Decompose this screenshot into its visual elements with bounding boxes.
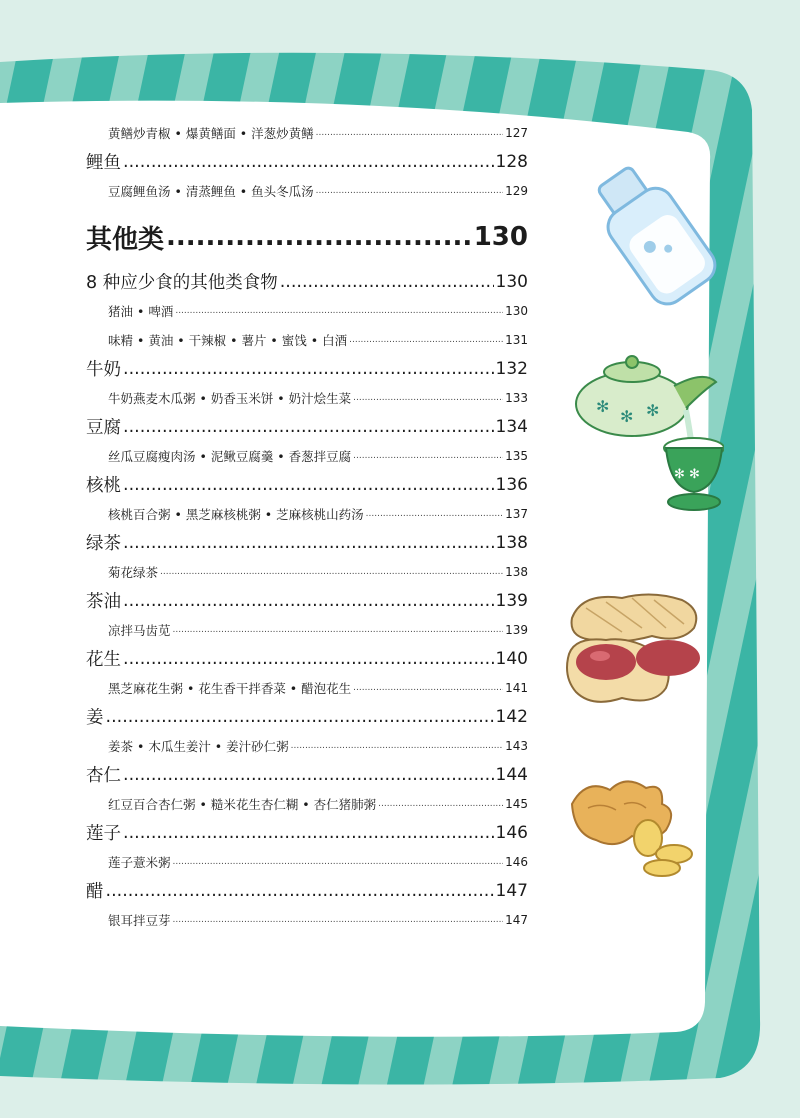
- leader-dots: [123, 591, 494, 611]
- toc-page-number: 140: [495, 648, 528, 669]
- toc-page-number: 129: [505, 183, 528, 198]
- leader-dots: [291, 741, 503, 751]
- leader-dots: [173, 625, 504, 635]
- toc-title: 花生: [86, 650, 121, 670]
- toc-title: 红豆百合杏仁粥 • 糙米花生杏仁糊 • 杏仁猪肺粥: [108, 796, 377, 812]
- leader-dots: [316, 186, 503, 196]
- toc-entry: [86, 412, 528, 441]
- toc-subentry: [86, 789, 528, 818]
- toc-title: 其他类: [86, 224, 165, 255]
- toc-page-number: 133: [505, 390, 528, 405]
- toc-page-number: 132: [495, 358, 528, 379]
- leader-dots: [353, 683, 503, 693]
- toc-title: 凉拌马齿苋: [108, 622, 171, 638]
- toc-page-number: 135: [505, 448, 528, 463]
- toc-title: 莲子: [86, 824, 121, 844]
- toc-subentry: [86, 383, 528, 412]
- toc-title: 豆腐: [86, 418, 121, 438]
- toc-title: 牛奶: [86, 360, 121, 380]
- toc-entry: [86, 760, 528, 789]
- toc-title: 鲤鱼: [86, 153, 121, 173]
- leader-dots: [123, 417, 494, 437]
- toc-entry: [86, 354, 528, 383]
- leader-dots: [123, 649, 494, 669]
- toc-subentry: [86, 118, 528, 147]
- toc-page-number: 130: [473, 222, 528, 252]
- toc-page-number: 137: [505, 506, 528, 521]
- toc-entry: [86, 702, 528, 731]
- leader-dots: [173, 857, 504, 867]
- leader-dots: [123, 533, 494, 553]
- toc-title: 银耳拌豆芽: [108, 912, 171, 928]
- toc-title: 黄鳝炒青椒 • 爆黄鳝面 • 洋葱炒黄鳝: [108, 125, 314, 141]
- teapot-illustration: [574, 352, 724, 522]
- toc-category: [86, 211, 528, 263]
- toc-subentry: [86, 499, 528, 528]
- toc-title: 杏仁: [86, 766, 121, 786]
- toc-title: 味精 • 黄油 • 干辣椒 • 薯片 • 蜜饯 • 白酒: [108, 332, 348, 348]
- toc-page-number: 145: [505, 796, 528, 811]
- svg-text:✻: ✻: [620, 407, 634, 426]
- peanuts-illustration: [562, 588, 712, 718]
- leader-dots: [123, 152, 494, 172]
- toc-title: 牛奶燕麦木瓜粥 • 奶香玉米饼 • 奶汁烩生菜: [108, 390, 352, 406]
- toc-page-number: 128: [495, 151, 528, 172]
- leader-dots: [316, 128, 503, 138]
- toc-title: 丝瓜豆腐瘦肉汤 • 泥鳅豆腐羹 • 香葱拌豆腐: [108, 448, 352, 464]
- toc-page-number: 130: [495, 271, 528, 292]
- leader-dots: [353, 451, 503, 461]
- table-of-contents: [86, 118, 528, 934]
- leader-dots: [160, 567, 503, 577]
- toc-entry: [86, 267, 528, 296]
- leader-dots: [349, 335, 503, 345]
- toc-page-number: 143: [505, 738, 528, 753]
- leader-dots: [175, 306, 503, 316]
- toc-entry: [86, 470, 528, 499]
- toc-title: 菊花绿茶: [108, 564, 159, 580]
- toc-entry: [86, 644, 528, 673]
- toc-page-number: 144: [495, 764, 528, 785]
- toc-title: 莲子薏米粥: [108, 854, 171, 870]
- toc-subentry: [86, 441, 528, 470]
- toc-page-number: 130: [505, 303, 528, 318]
- toc-page-number: 136: [495, 474, 528, 495]
- svg-text:✻ ✻: ✻ ✻: [674, 467, 700, 482]
- toc-title: 姜茶 • 木瓜生姜汁 • 姜汁砂仁粥: [108, 738, 289, 754]
- leader-dots: [106, 707, 494, 727]
- toc-page-number: 139: [495, 590, 528, 611]
- toc-entry: [86, 818, 528, 847]
- toc-page-number: 147: [505, 912, 528, 927]
- toc-subentry: [86, 296, 528, 325]
- toc-entry: [86, 876, 528, 905]
- toc-page-number: 146: [505, 854, 528, 869]
- leader-dots: [173, 915, 504, 925]
- toc-title: 核桃百合粥 • 黑芝麻核桃粥 • 芝麻核桃山药汤: [108, 506, 364, 522]
- toc-title: 醋: [86, 882, 104, 902]
- svg-text:✻: ✻: [596, 397, 610, 416]
- svg-text:✻: ✻: [646, 401, 660, 420]
- toc-subentry: [86, 847, 528, 876]
- toc-subentry: [86, 176, 528, 205]
- leader-dots: [123, 359, 494, 379]
- toc-title: 8 种应少食的其他类食物: [86, 273, 278, 293]
- toc-page-number: 138: [495, 532, 528, 553]
- toc-subentry: [86, 731, 528, 760]
- toc-subentry: [86, 673, 528, 702]
- leader-dots: [123, 765, 494, 785]
- toc-entry: [86, 147, 528, 176]
- leader-dots: [123, 475, 494, 495]
- toc-entry: [86, 586, 528, 615]
- milk-bottle-illustration: [580, 150, 740, 310]
- toc-page-number: 141: [505, 680, 528, 695]
- leader-dots: [366, 509, 503, 519]
- toc-page-number: 146: [495, 822, 528, 843]
- leader-dots: [106, 881, 494, 901]
- toc-page-number: 127: [505, 125, 528, 140]
- toc-page-number: 139: [505, 622, 528, 637]
- toc-title: 核桃: [86, 476, 121, 496]
- toc-page-number: 142: [495, 706, 528, 727]
- toc-page-number: 147: [495, 880, 528, 901]
- leader-dots: [123, 823, 494, 843]
- toc-page-number: 138: [505, 564, 528, 579]
- toc-subentry: [86, 325, 528, 354]
- toc-subentry: [86, 557, 528, 586]
- toc-title: 黑芝麻花生粥 • 花生香干拌香菜 • 醋泡花生: [108, 680, 352, 696]
- leader-dots: [166, 222, 472, 252]
- toc-title: 茶油: [86, 592, 121, 612]
- ginger-illustration: [566, 774, 706, 884]
- toc-title: 猪油 • 啤酒: [108, 303, 174, 319]
- toc-page-number: 131: [505, 332, 528, 347]
- leader-dots: [353, 393, 503, 403]
- toc-title: 姜: [86, 708, 104, 728]
- toc-subentry: [86, 615, 528, 644]
- leader-dots: [378, 799, 503, 809]
- toc-subentry: [86, 905, 528, 934]
- toc-title: 绿茶: [86, 534, 121, 554]
- leader-dots: [280, 272, 494, 292]
- toc-page-number: 134: [495, 416, 528, 437]
- toc-entry: [86, 528, 528, 557]
- toc-title: 豆腐鲤鱼汤 • 清蒸鲤鱼 • 鱼头冬瓜汤: [108, 183, 314, 199]
